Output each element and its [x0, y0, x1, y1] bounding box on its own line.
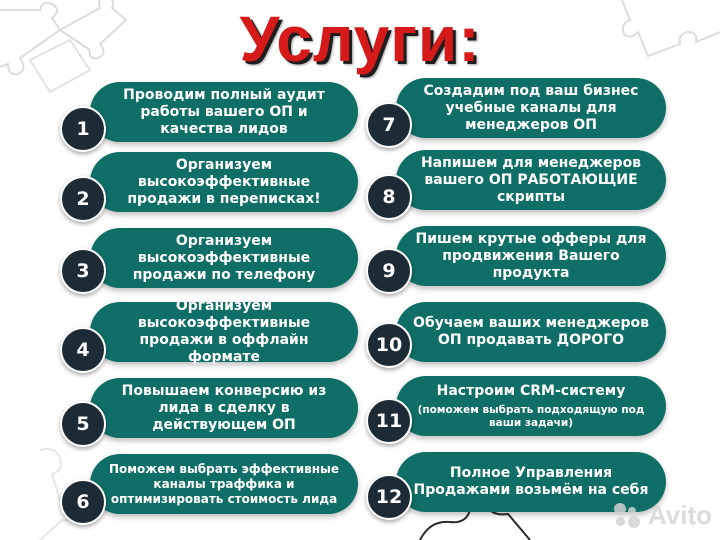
service-text: Повышаем конверсию из лида в сделку в действующем ОП [121, 382, 327, 433]
service-pill [90, 298, 358, 365]
number-badge: 12 [366, 474, 412, 520]
service-item-9 [366, 226, 668, 290]
number-badge: 4 [60, 327, 106, 373]
service-item-2 [60, 152, 360, 216]
service-text: Пишем крутые офферы для продвижения Вашего продукта [415, 230, 647, 281]
service-text: Проводим полный аудит работы вашего ОП и качества лидов [123, 86, 325, 137]
service-item-6 [60, 454, 360, 518]
service-item-1 [60, 82, 360, 146]
service-pill [90, 378, 358, 438]
service-pill [90, 82, 358, 142]
service-item-8 [366, 150, 668, 214]
service-text: Создадим под ваш бизнес учебные каналы для менеджеров ОП [423, 82, 639, 133]
number-badge: 9 [366, 248, 412, 294]
service-item-10 [366, 302, 668, 366]
service-pill [396, 78, 666, 138]
number-badge: 8 [366, 174, 412, 220]
service-pill [396, 226, 666, 286]
service-text: Организуем высокоэффективные продажи в переписках! [127, 156, 321, 207]
service-item-7 [366, 78, 668, 142]
service-text: Обучаем ваших менеджеров ОП продавать ДОРОГО [413, 315, 649, 348]
service-item-3 [60, 228, 360, 292]
number-badge: 2 [60, 176, 106, 222]
service-pill [396, 302, 666, 362]
number-badge: 10 [366, 322, 412, 368]
service-pill [396, 150, 666, 210]
avito-watermark [612, 498, 712, 532]
page-title: Услуги: [239, 3, 481, 75]
service-text: Организуем высокоэффективные продажи в оффлайн формате [137, 298, 311, 365]
number-badge: 1 [60, 106, 106, 152]
number-badge: 5 [60, 401, 106, 447]
service-pill [396, 376, 666, 436]
service-item-4 [60, 298, 360, 366]
service-text: Настроим CRM-систему [436, 382, 626, 399]
service-text: Напишем для менеджеров вашего ОП РАБОТАЮЩИЕ скрипты [420, 154, 642, 205]
number-badge: 11 [366, 398, 412, 444]
avito-logo-icon [612, 501, 646, 529]
number-badge: 3 [60, 248, 106, 294]
service-subtext: (поможем выбрать подходящую под ваши задачи) [417, 403, 645, 429]
service-pill [90, 152, 358, 212]
service-text: Поможем выбрать эффективные каналы траффика и оптимизировать стоимость лида [108, 461, 340, 506]
number-badge: 7 [366, 102, 412, 148]
number-badge: 6 [60, 479, 106, 525]
service-text: Полное Управления Продажами возьмём на себя [413, 465, 649, 498]
service-item-11 [366, 376, 668, 440]
service-text: Организуем высокоэффективные продажи по телефону [132, 232, 316, 283]
service-item-5 [60, 378, 360, 442]
watermark-text: Avito [647, 499, 712, 530]
service-pill [90, 228, 358, 288]
service-pill [90, 454, 358, 514]
